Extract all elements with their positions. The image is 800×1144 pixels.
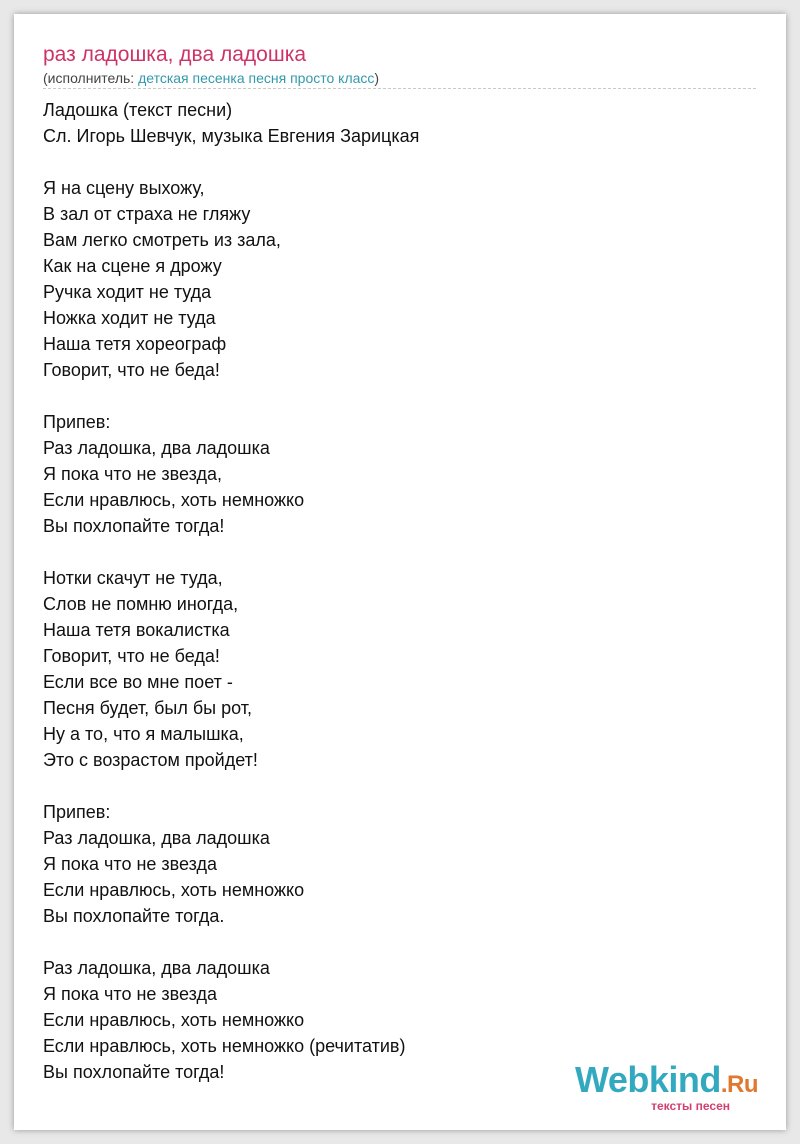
lyric-line: Вы похлопайте тогда! bbox=[43, 516, 225, 536]
logo-tld: .Ru bbox=[720, 1071, 758, 1098]
song-title: раз ладошка, два ладошка bbox=[43, 43, 307, 66]
lyric-line: Наша тетя хореограф bbox=[43, 334, 227, 354]
lyric-line: Говорит, что не беда! bbox=[43, 360, 220, 380]
lyric-line: Если нравлюсь, хоть немножко (речитатив) bbox=[43, 1036, 406, 1056]
lyric-line: Это с возрастом пройдет! bbox=[43, 750, 258, 770]
lyrics-text bbox=[43, 97, 756, 1085]
lyric-line: В зал от страха не гляжу bbox=[43, 204, 251, 224]
lyric-line: Ножка ходит не туда bbox=[43, 308, 216, 328]
performer-prefix: (исполнитель: bbox=[43, 70, 139, 86]
lyric-line: Сл. Игорь Шевчук, музыка Евгения Зарицкая bbox=[43, 126, 420, 146]
header-divider bbox=[43, 88, 756, 89]
lyric-line: Если нравлюсь, хоть немножко bbox=[43, 1010, 305, 1030]
lyric-line: Песня будет, был бы рот, bbox=[43, 698, 252, 718]
logo-subtitle: тексты песен bbox=[651, 1099, 730, 1113]
logo-main-text: Webkind bbox=[574, 1059, 721, 1100]
lyric-line: Слов не помню иногда, bbox=[43, 594, 239, 614]
lyric-line: Говорит, что не беда! bbox=[43, 646, 220, 666]
stanza-gap bbox=[43, 539, 756, 565]
stanza-gap bbox=[43, 149, 756, 175]
lyric-line: Если нравлюсь, хоть немножко bbox=[43, 490, 305, 510]
lyric-line: Раз ладошка, два ладошка bbox=[43, 438, 270, 458]
lyric-line: Я пока что не звезда bbox=[43, 984, 218, 1004]
stanza-gap bbox=[43, 383, 756, 409]
site-logo[interactable] bbox=[575, 1061, 758, 1112]
lyric-line: Если все во мне поет - bbox=[43, 672, 233, 692]
lyric-line: Я пока что не звезда bbox=[43, 854, 218, 874]
lyric-line: Вам легко смотреть из зала, bbox=[43, 230, 281, 250]
performer-link[interactable]: детская песенка песня просто класс bbox=[138, 70, 375, 86]
lyric-line: Ладошка (текст песни) bbox=[43, 100, 233, 120]
lyric-line: Я на сцену выхожу, bbox=[43, 178, 205, 198]
logo-wordmark bbox=[575, 1061, 758, 1104]
performer-suffix: ) bbox=[374, 70, 380, 86]
lyric-line: Как на сцене я дрожу bbox=[43, 256, 222, 276]
lyric-line: Вы похлопайте тогда. bbox=[43, 906, 225, 926]
lyric-line: Я пока что не звезда, bbox=[43, 464, 223, 484]
lyric-line: Если нравлюсь, хоть немножко bbox=[43, 880, 305, 900]
lyric-line: Ручка ходит не туда bbox=[43, 282, 212, 302]
lyric-line: Вы похлопайте тогда! bbox=[43, 1062, 225, 1082]
stanza-gap bbox=[43, 929, 756, 955]
lyric-line: Ну а то, что я малышка, bbox=[43, 724, 244, 744]
lyric-line: Нотки скачут не туда, bbox=[43, 568, 223, 588]
performer-line bbox=[43, 68, 756, 88]
lyric-line: Наша тетя вокалистка bbox=[43, 620, 230, 640]
stanza-gap bbox=[43, 773, 756, 799]
lyrics-sheet bbox=[14, 14, 786, 1130]
lyric-line: Припев: bbox=[43, 412, 111, 432]
lyric-line: Раз ладошка, два ладошка bbox=[43, 828, 270, 848]
lyric-line: Припев: bbox=[43, 802, 111, 822]
lyric-line: Раз ладошка, два ладошка bbox=[43, 958, 270, 978]
